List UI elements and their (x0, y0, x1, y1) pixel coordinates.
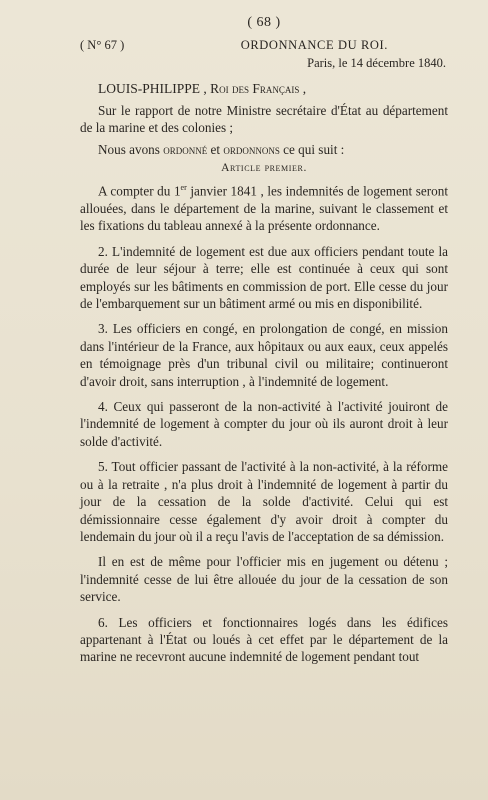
page-number: ( 68 ) (247, 15, 281, 30)
article-1-rest: janvier 1841 , les indemnités de logement seront allouées, dans le département de la marine, suivant le classement et les fixations du tableau annexé à la présente ordonnance. (80, 183, 448, 234)
place-date: Paris, le 14 décembre 1840. (307, 56, 446, 70)
article-6: 6. Les officiers et fonctionnaires logés dans les édifices appartenant à l'État ou loués à cet effet par le département de la marine ne recevront aucune indemnité de logement pendant tout (80, 614, 448, 665)
article-1-start: A compter du 1 (98, 183, 181, 199)
article-1 (80, 179, 448, 235)
article-4: 4. Ceux qui passeront de la non-activité à l'activité jouiront de l'indemnité de logement à compter du jour où ils auront droit à leur solde d'activité. (80, 399, 448, 449)
ordain-lead: Nous avons (98, 141, 160, 157)
preamble: Sur le rapport de notre Ministre secrétaire d'État au département de la marine et des colonies ; (80, 103, 448, 136)
ordain-tail: ce qui suit : (283, 141, 345, 157)
ordain-word-2: ordonnons (223, 141, 280, 157)
ordinance-title: ORDONNANCE DU ROI. (240, 38, 388, 52)
sovereign-line (98, 80, 448, 98)
ordain-word-1: ordonné (163, 141, 208, 157)
article-5: 5. Tout officier passant de l'activité à la non-activité, à la réforme ou à la retraite , n'a plus droit à l'indemnité de logement à partir du jour de la cessation de la solde d'activité. Celui qui est démissionnaire cesse également d'y avoir droit à compter du lendemain du jour où il a reçu l'avis de l'acceptation de sa démission. (80, 459, 448, 544)
article-3: 3. Les officiers en congé, en prolongation de congé, en mission dans l'intérieur de la France, aux hôpitaux ou aux eaux, ceux appelés en témoignage près d'un tribunal civil ou militaire; continueront d'avoir droit, sans interruption , à l'indemnité de logement. (80, 321, 448, 389)
article-5-continuation: Il en est de même pour l'officier mis en jugement ou détenu ; l'indemnité cesse de lui être allouée du jour de la cessation de son service. (80, 554, 448, 605)
sovereign-title: Roi des Français , (210, 81, 307, 96)
ordinance-number: ( N° 67 ) (80, 38, 125, 52)
ordinance-header (80, 36, 448, 54)
ordain-mid: et (210, 141, 221, 157)
sovereign-name: LOUIS-PHILIPPE , (98, 81, 207, 96)
article-2: 2. L'indemnité de logement est due aux officiers pendant toute la durée de leur séjour à terre; elle est continuée à ceux qui sont employés sur les bâtiments en commission de port. Elle cesse du jour de l'embarquement sur un bâtiment armé ou mis en disponibilité. (80, 243, 448, 312)
ordaining-formula (80, 141, 448, 158)
article-title: Article premier. (221, 162, 307, 175)
article-1-superscript: er (180, 183, 187, 193)
